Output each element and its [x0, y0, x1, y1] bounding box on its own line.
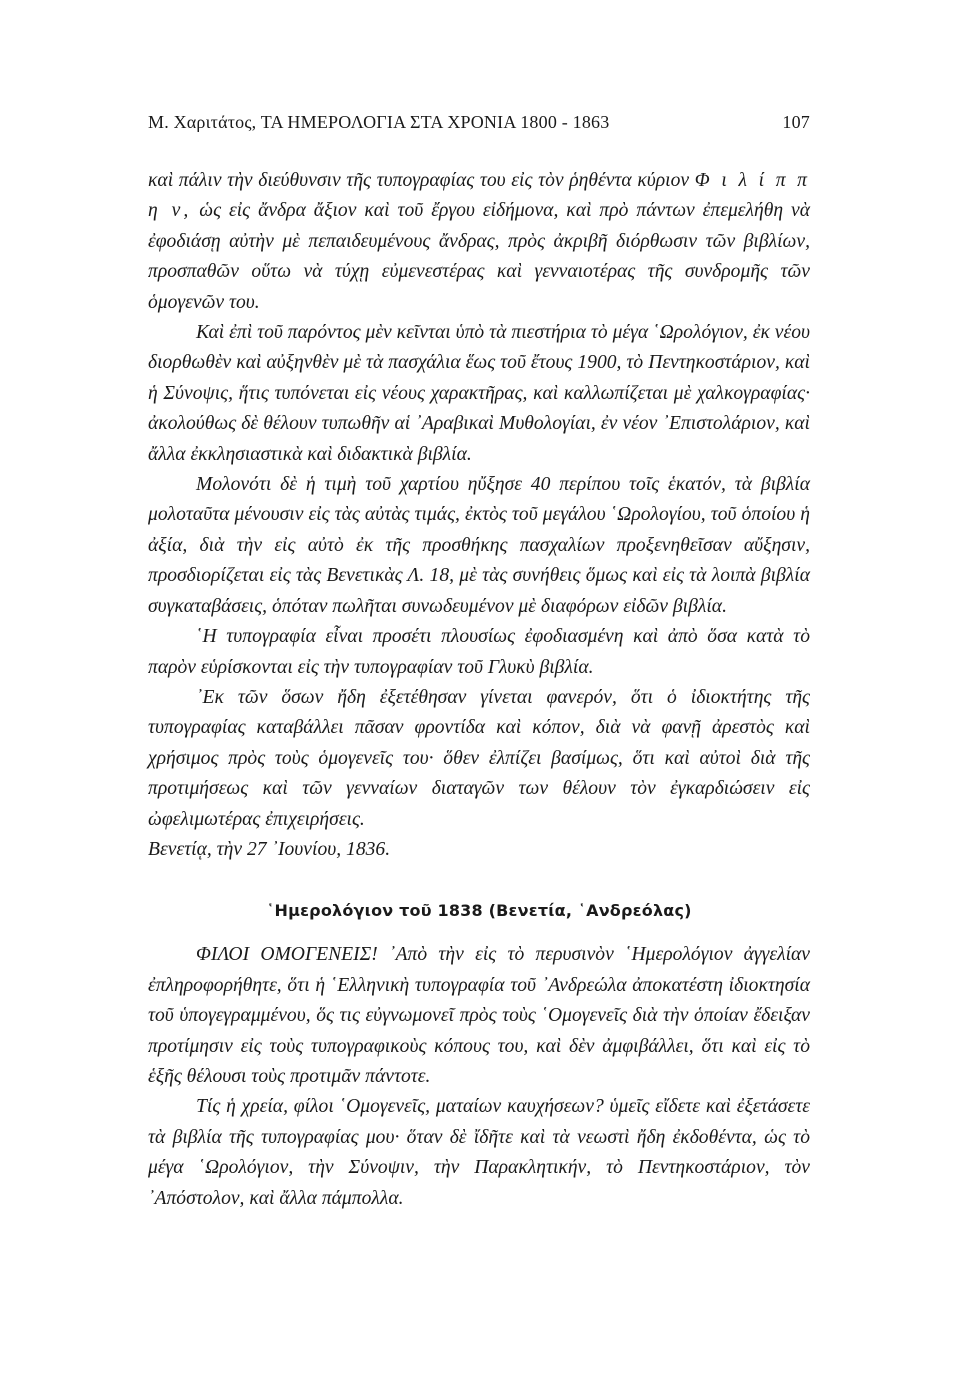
paragraph-4: ῾Η τυπογραφία εἶναι προσέτι πλουσίως ἐφοδιασμένη καὶ ἀπὸ ὅσα κατὰ τὸ παρὸν εὑρίσκονται εἰς τὴν τυπογραφίαν τοῦ Γλυκὺ βιβλία. — [148, 626, 810, 678]
running-title: Μ. Χαριτάτος, ΤΑ ΗΜΕΡΟΛΟΓΙΑ ΣΤΑ ΧΡΟΝΙΑ 1800 - 1863 — [148, 112, 610, 132]
section-2-text — [148, 940, 810, 1214]
paragraph-2: Καὶ ἐπὶ τοῦ παρόντος μὲν κεῖνται ὑπὸ τὰ πιεστήρια τὸ μέγα ῾Ωρολόγιον, ἐκ νέου διορθωθὲν καὶ αὐξηνθὲν μὲ τὰ πασχάλια ἕως τοῦ ἔτους 1900, τὸ Πεντηκοστάριον, καὶ ἡ Σύνοψις, ἥτις τυπόνεται εἰς νέους χαρακτῆρας, καὶ καλλωπίζεται μὲ χαλκογραφίας· ἀκολούθως δὲ θέλουν τυπωθῆν αἱ ᾿Αραβικαὶ Μυθολογίαι, ἐν νέον ᾿Επιστολάριον, καὶ ἄλλα ἐκκλησιαστικὰ καὶ διδακτικὰ βιβλία. — [148, 322, 810, 465]
running-header — [148, 112, 810, 146]
paragraph-6: ΦΙΛΟΙ ΟΜΟΓΕΝΕΙΣ! ᾿Απὸ τὴν εἰς τὸ περυσινὸν ῾Ημερολόγιον ἀγγελίαν ἐπληροφορήθητε, ὅτι ἡ ῾Ελληνικὴ τυπογραφία τοῦ ᾿Ανδρεώλα ἀποκατέστη ἰδιοκτησία τοῦ ὑπογεγραμμένου, ὅς τις εὐγνωμονεῖ πρὸς τοὺς ῾Ομογενεῖς διὰ τὴν ὁποίαν ἔδειξαν προτίμησιν εἰς τοὺς τυπογραφικοὺς κόπους του, καὶ δὲν ἀμφιβάλλει, ὅτι καὶ εἰς τὸ ἑξῆς θέλουσι τοὺς προτιμᾶν πάντοτε. — [148, 944, 810, 1087]
paragraph-3: Μολονότι δὲ ἡ τιμὴ τοῦ χαρτίου ηὔξησε 40 περίπου τοῖς ἑκατόν, τὰ βιβλία μολοταῦτα μένουσιν εἰς τὰς αὐτὰς τιμάς, ἐκτὸς τοῦ μεγάλου ῾Ωρολογίου, τοῦ ὁποίου ἡ ἀξία, διὰ τὴν εἰς αὐτὸ ἐκ τῆς προσθήκης πασχαλίων προξενηθεῖσαν αὔξησιν, προσδιορίζεται εἰς τὰς Βενετικὰς Λ. 18, μὲ τὰς συνήθεις ὅμως καὶ εἰς τὰ λοιπὰ βιβλία συγκαταβάσεις, ὁπόταν πωλῆται συνωδευμένον μὲ διαφόρων εἰδῶν βιβλία. — [148, 474, 810, 617]
signature-line: Βενετίᾳ, τὴν 27 ᾿Ιουνίου, 1836. — [148, 838, 391, 860]
paragraph-1-name: Φ ι λ ί π π η ν, — [148, 170, 810, 222]
paragraph-5: ᾿Εκ τῶν ὅσων ἤδη ἐξετέθησαν γίνεται φανερόν, ὅτι ὁ ἰδιοκτήτης τῆς τυπογραφίας καταβάλλει πᾶσαν φροντίδα καὶ κόπον, διὰ νὰ φανῇ ἀρεστὸς καὶ χρήσιμος πρὸς τοὺς ὁμογενεῖς του· ὅθεν ἐλπίζει βασίμως, ὅτι καὶ αὐτοὶ διὰ τῆς προτιμήσεως καὶ τῶν γενναίων διαταγῶν των θέλουν τὸν ἐγκαρδιώσειν εἰς ὠφελιμωτέρας ἐπιχειρήσεις. — [148, 686, 810, 830]
paragraph-1 — [148, 166, 810, 318]
section-heading: ῾Ημερολόγιον τοῦ 1838 (Βενετία, ῾Ανδρεόλας) — [266, 901, 692, 921]
paragraph-1-start: καὶ πάλιν τὴν διεύθυνσιν τῆς τυπογραφίας του εἰς τὸν ῥηθέντα κύριον — [148, 170, 690, 191]
document-page — [148, 112, 810, 1214]
section-intro-text — [148, 166, 810, 865]
page-number: 107 — [782, 112, 810, 132]
paragraph-1-rest: ὡς εἰς ἄνδρα ἄξιον καὶ τοῦ ἔργου εἰδήμονα, καὶ πρὸ πάντων ἐπεμελήθη νὰ ἐφοδιάσῃ αὐτὴν μὲ πεπαιδευμένους ἄνδρας, πρὸς ἀκριβῆ διόρθωσιν τῶν βιβλίων, προσπαθῶν οὕτω νὰ τύχῃ εὐμενεστέρας καὶ γενναιοτέρας τῆς συνδρομῆς τῶν ὁμογενῶν του. — [148, 200, 810, 313]
paragraph-7: Τίς ἡ χρεία, φίλοι ῾Ομογενεῖς, ματαίων καυχήσεων? ὑμεῖς εἴδετε καὶ ἐξετάσετε τὰ βιβλία τῆς τυπογραφίας μου· ὅταν δὲ ἴδῆτε καὶ τὰ νεωστὶ ἤδη ἐκδοθέντα, ὡς τὸ μέγα ῾Ωρολόγιον, τὴν Σύνοψιν, τὴν Παρακλητικήν, τὸ Πεντηκοστάριον, τὸν ᾿Απόστολον, καὶ ἄλλα πάμπολλα. — [148, 1096, 810, 1209]
